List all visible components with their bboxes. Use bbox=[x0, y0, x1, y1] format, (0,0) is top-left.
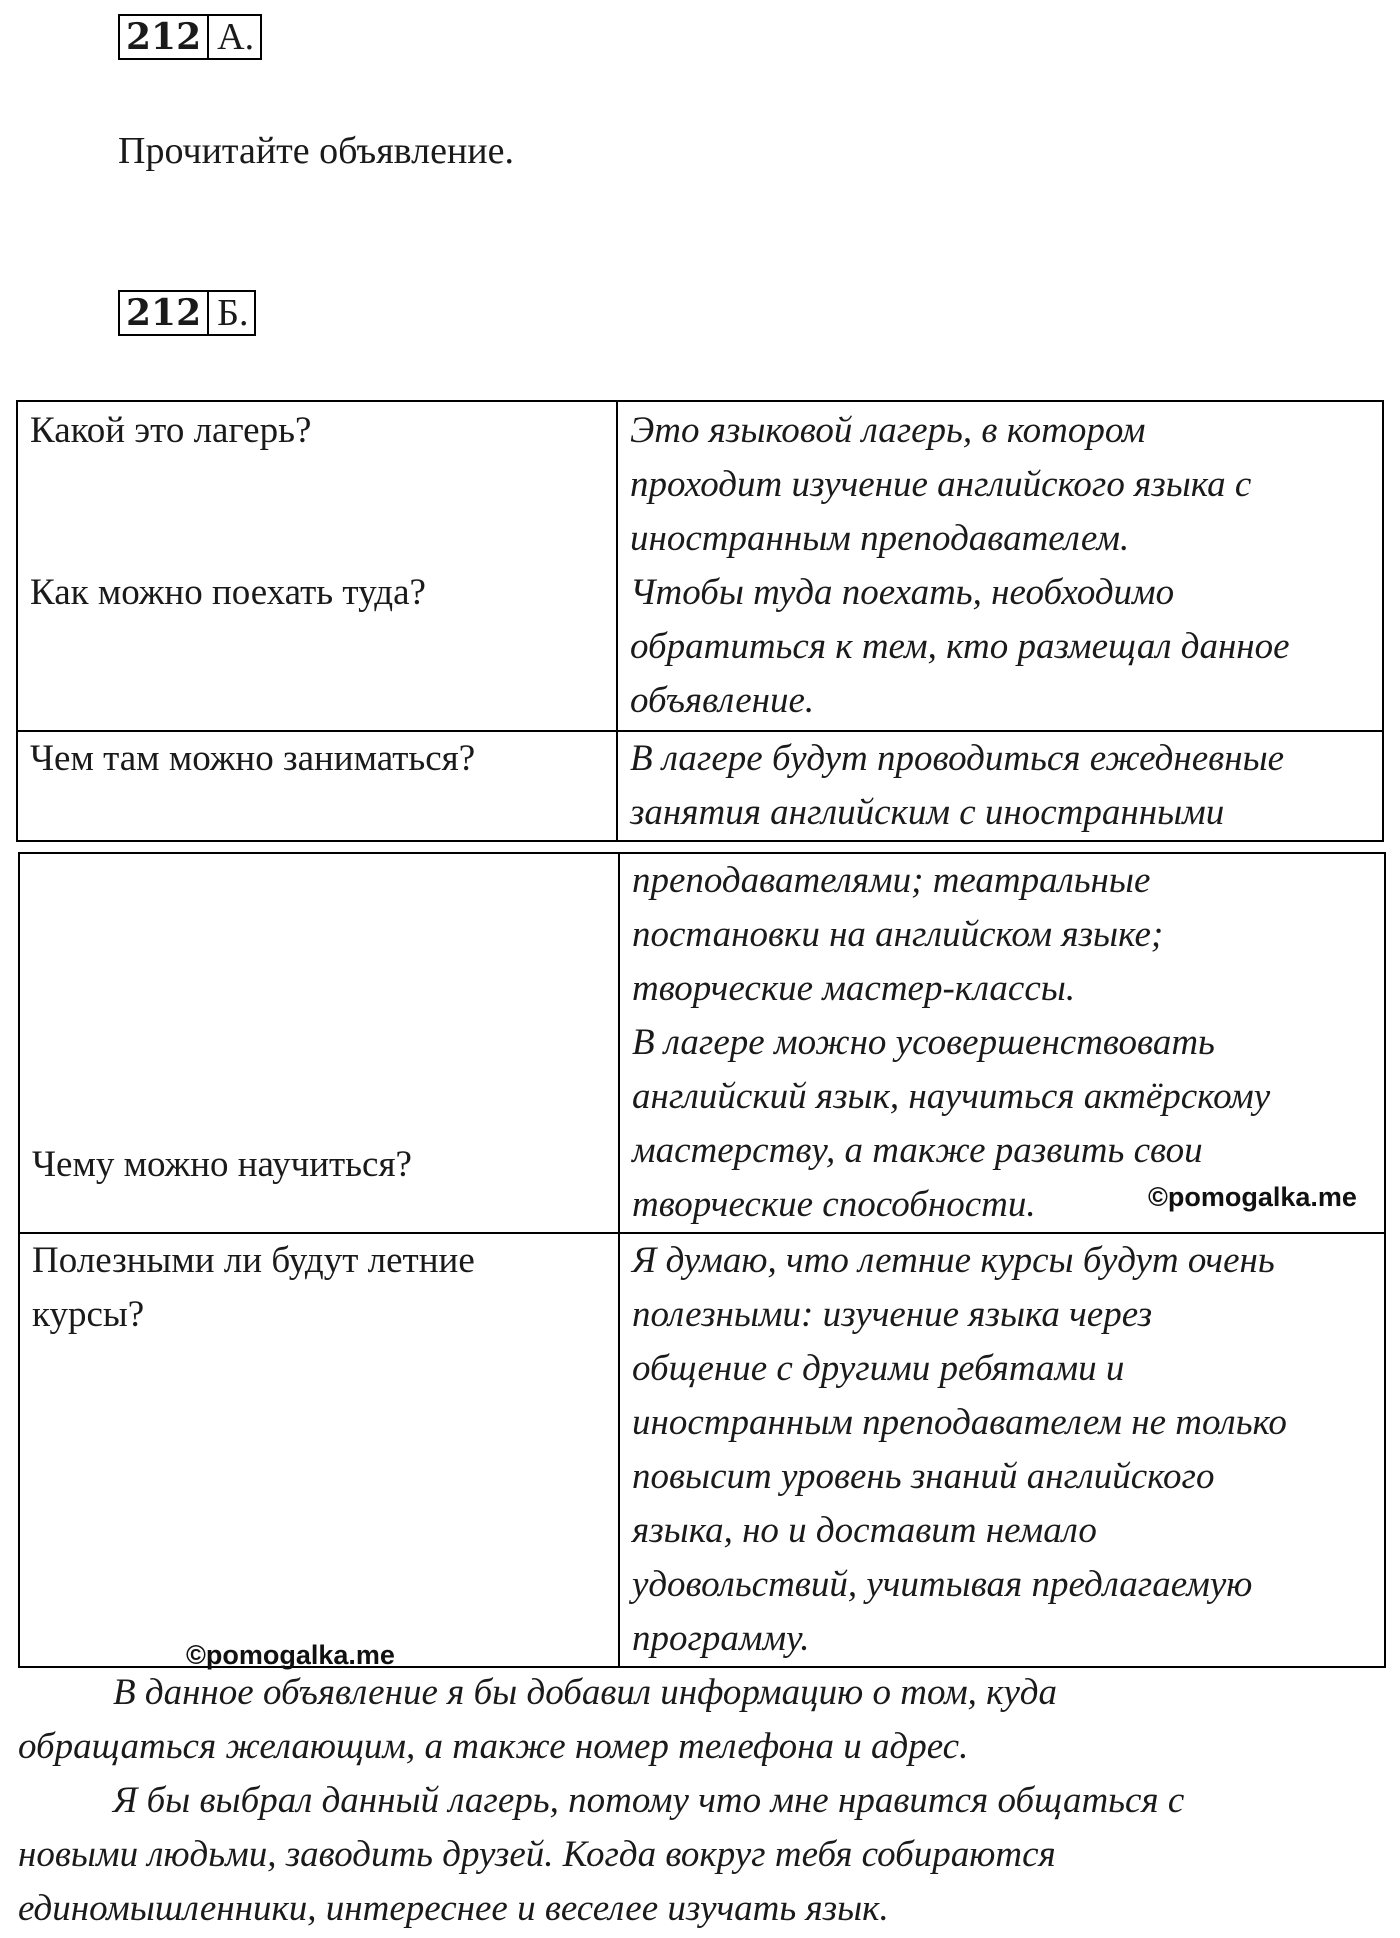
table-row bbox=[17, 401, 1383, 731]
question-line: Чем там можно заниматься? bbox=[30, 738, 476, 779]
question-line bbox=[30, 512, 604, 566]
qa-table-1 bbox=[16, 400, 1384, 842]
answer-cell bbox=[617, 731, 1383, 841]
paragraph-line: обращаться желающим, а также номер телефона и адрес. bbox=[18, 1726, 969, 1767]
answer-line: иностранным преподавателем не только bbox=[632, 1402, 1287, 1443]
task-number: 212 bbox=[118, 14, 209, 60]
answer-line: преподавателями; театральные bbox=[632, 860, 1151, 901]
answer-line: английский язык, научиться актёрскому bbox=[632, 1076, 1271, 1117]
answer-line: языка, но и доставит немало bbox=[632, 1510, 1097, 1551]
answer-cell bbox=[619, 1233, 1385, 1667]
task-number: 212 bbox=[118, 290, 209, 336]
question-cell bbox=[19, 853, 619, 1233]
table-row bbox=[19, 853, 1385, 1233]
answer-line: занятия английским с иностранными bbox=[630, 792, 1225, 833]
question-line bbox=[30, 458, 604, 512]
answer-cell bbox=[619, 853, 1385, 1233]
paragraph-line: новыми людьми, заводить друзей. Когда вокруг тебя собираются bbox=[18, 1834, 1056, 1875]
question-cell bbox=[17, 731, 617, 841]
task-label-212b bbox=[118, 290, 256, 336]
answer-line: обратиться к тем, кто размещал данное bbox=[630, 626, 1290, 667]
question-cell bbox=[19, 1233, 619, 1667]
question-line: курсы? bbox=[32, 1294, 145, 1335]
question-line: Какой это лагерь? bbox=[30, 410, 312, 451]
paragraph-line: В данное объявление я бы добавил информацию о том, куда bbox=[113, 1672, 1058, 1713]
answer-line: постановки на английском языке; bbox=[632, 914, 1164, 955]
table-row bbox=[19, 1233, 1385, 1667]
instruction-text: Прочитайте объявление. bbox=[118, 130, 514, 172]
question-cell bbox=[17, 401, 617, 731]
answer-line: творческие способности. bbox=[632, 1184, 1036, 1225]
task-letter: Б. bbox=[209, 290, 256, 336]
paragraph-line: единомышленники, интереснее и веселее изучать язык. bbox=[18, 1888, 889, 1929]
answer-line: Это языковой лагерь, в котором bbox=[630, 410, 1146, 451]
answer-line: В лагере будут проводиться ежедневные bbox=[630, 738, 1285, 779]
answer-line: объявление. bbox=[630, 680, 815, 721]
paragraph-2 bbox=[18, 1774, 1378, 1936]
qa-table-2 bbox=[18, 852, 1386, 1668]
task-letter: А. bbox=[209, 14, 262, 60]
answer-line: удовольствий, учитывая предлагаемую bbox=[632, 1564, 1253, 1605]
answer-line: иностранным преподавателем. bbox=[630, 518, 1130, 559]
answer-line: полезными: изучение языка через bbox=[632, 1294, 1153, 1335]
paragraph-1 bbox=[18, 1666, 1378, 1774]
answer-cell bbox=[617, 401, 1383, 731]
answer-line: В лагере можно усовершенствовать bbox=[632, 1022, 1215, 1063]
answer-line: Я думаю, что летние курсы будут очень bbox=[632, 1240, 1275, 1281]
paragraph-line: Я бы выбрал данный лагерь, потому что мне нравится общаться с bbox=[113, 1780, 1185, 1821]
answer-line: Чтобы туда поехать, необходимо bbox=[630, 572, 1175, 613]
question-line: Чему можно научиться? bbox=[32, 1144, 412, 1185]
task-label-212a bbox=[118, 14, 262, 60]
answer-line: общение с другими ребятами и bbox=[632, 1348, 1125, 1389]
watermark: ©pomogalka.me bbox=[186, 1640, 395, 1670]
watermark: ©pomogalka.me bbox=[1148, 1182, 1357, 1212]
table-row bbox=[17, 731, 1383, 841]
answer-line: проходит изучение английского языка с bbox=[630, 464, 1252, 505]
answer-line: мастерству, а также развить свои bbox=[632, 1130, 1203, 1171]
question-line bbox=[30, 620, 604, 674]
answer-line: творческие мастер-классы. bbox=[632, 968, 1076, 1009]
question-line: Как можно поехать туда? bbox=[30, 572, 426, 613]
question-line: Полезными ли будут летние bbox=[32, 1240, 475, 1281]
answer-line: программу. bbox=[632, 1618, 810, 1659]
answer-line: повысит уровень знаний английского bbox=[632, 1456, 1215, 1497]
